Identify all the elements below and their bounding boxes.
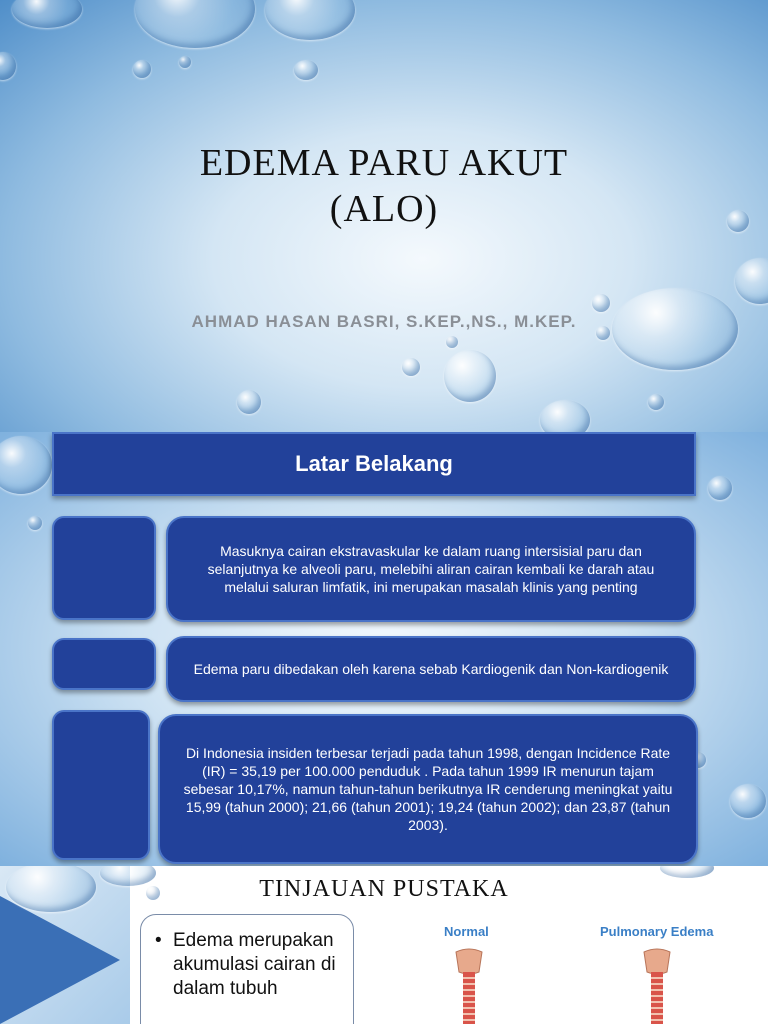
info-box-1: Masuknya cairan ekstravaskular ke dalam ruang intersisial paru dan selanjutnya ke alveoli paru, melebihi aliran cairan kembali ke darah atau melalui saluran limfatik, ini merupakan masalah klinis yang penting [166, 516, 696, 622]
info-box-3: Di Indonesia insiden terbesar terjadi pada tahun 1998, dengan Incidence Rate (IR) = 35,19 per 100.000 penduduk . Pada tahun 1999 IR menurun tajam sebesar 10,17%, namun tahun-tahun berikutnya IR cenderung meningkat yaitu 15,99 (tahun 2000); 21,66 (tahun 2001); 19,24 (tahun 2002); dan 23,87 (tahun 2003). [158, 714, 698, 864]
background-slide [0, 432, 768, 866]
water-droplet [135, 0, 255, 48]
water-droplet [12, 0, 82, 28]
water-droplet [444, 350, 496, 402]
info-box-2: Edema paru dibedakan oleh karena sebab Kardiogenik dan Non-kardiogenik [166, 636, 696, 702]
edema-airway-illustration [640, 946, 674, 1024]
water-droplet [730, 784, 766, 818]
literature-review-slide [0, 866, 768, 1024]
decorative-triangle [0, 896, 120, 1024]
water-droplet [402, 358, 420, 376]
water-droplet [237, 390, 261, 414]
row-marker-3 [52, 710, 150, 860]
water-droplet [28, 516, 42, 530]
section-heading: TINJAUAN PUSTAKA [259, 876, 509, 902]
water-droplet [179, 56, 191, 68]
section-heading: Latar Belakang [52, 432, 696, 496]
author-name: AHMAD HASAN BASRI, S.KEP.,NS., M.KEP. [191, 312, 577, 331]
row-marker-1 [52, 516, 156, 620]
water-droplet [265, 0, 355, 40]
normal-airway-illustration [452, 946, 486, 1024]
title-line-1: EDEMA PARU AKUT [199, 142, 569, 184]
title-slide [0, 0, 768, 432]
water-droplet [735, 258, 768, 304]
row-marker-2 [52, 638, 156, 690]
lung-comparison-figure [384, 916, 768, 1024]
presentation-title [0, 140, 768, 232]
water-droplet [294, 60, 318, 80]
water-droplet [446, 336, 458, 348]
bullet-textbox [140, 914, 354, 1024]
water-droplet [708, 476, 732, 500]
water-droplet [648, 394, 664, 410]
normal-label: Normal [444, 924, 489, 939]
water-droplet [592, 294, 610, 312]
bullet-mark: • [155, 930, 162, 951]
bullet-text: Edema merupakan akumulasi cairan di dalam tubuh [173, 930, 336, 999]
water-droplet [133, 60, 151, 78]
water-droplet [0, 52, 16, 80]
water-droplet [0, 436, 52, 494]
water-droplet [540, 400, 590, 432]
pulmonary-edema-label: Pulmonary Edema [600, 924, 714, 939]
title-line-2: (ALO) [329, 188, 439, 230]
